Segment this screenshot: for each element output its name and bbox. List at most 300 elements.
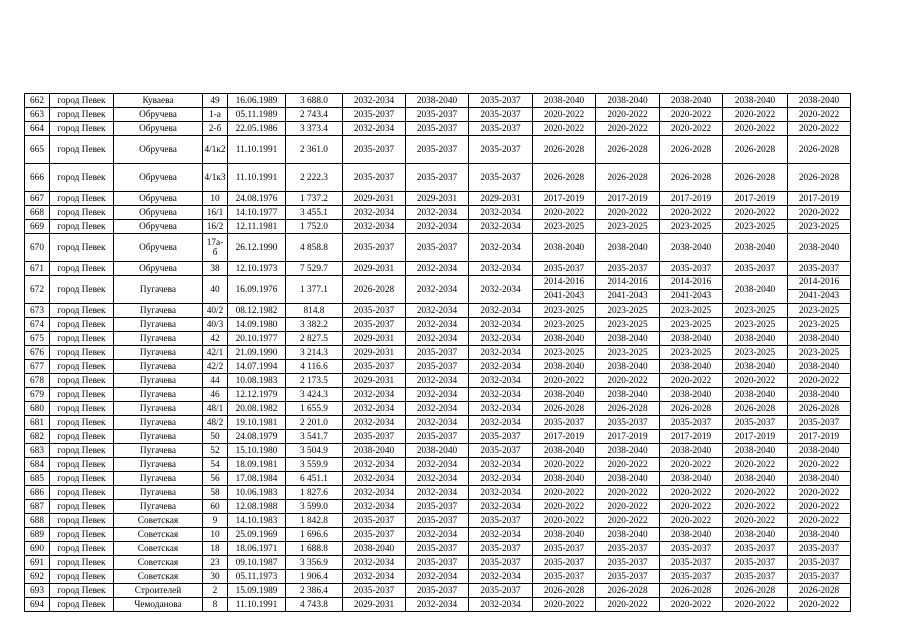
period-cell-1: 2029-2031 — [343, 346, 406, 360]
period-cell-1: 2035-2037 — [343, 136, 406, 164]
area-cell: 3 356.9 — [286, 556, 343, 570]
date-cell: 19.10.1981 — [228, 416, 286, 430]
table-row — [25, 94, 851, 108]
period-cell-4: 2026-2028 — [533, 402, 596, 416]
period-cell-5: 2020-2022 — [596, 598, 660, 612]
period-cell-2: 2035-2037 — [406, 122, 469, 136]
period-cell-8: 2026-2028 — [788, 584, 851, 598]
area-cell: 1 696.6 — [286, 528, 343, 542]
row-number-cell: 662 — [25, 94, 50, 108]
period-part: 2041-2043 — [670, 291, 712, 301]
table-row — [25, 528, 851, 542]
city-cell: город Певек — [50, 458, 114, 472]
house-number-cell: 44 — [203, 374, 228, 388]
period-cell-5: 2023-2025 — [596, 304, 660, 318]
period-cell-7: 2038-2040 — [723, 332, 788, 346]
period-cell-1: 2029-2031 — [343, 374, 406, 388]
house-number-cell: 8 — [203, 598, 228, 612]
period-cell-7: 2038-2040 — [723, 444, 788, 458]
period-cell-1: 2032-2034 — [343, 402, 406, 416]
period-cell-5: 2026-2028 — [596, 136, 660, 164]
period-cell-3: 2035-2037 — [469, 556, 533, 570]
house-number-cell: 10 — [203, 192, 228, 206]
table-row — [25, 416, 851, 430]
table-row — [25, 122, 851, 136]
table-row — [25, 542, 851, 556]
period-cell-2: 2038-2040 — [406, 444, 469, 458]
house-number-cell: 46 — [203, 388, 228, 402]
period-cell-6: 2026-2028 — [660, 164, 723, 192]
area-cell: 3 424.3 — [286, 388, 343, 402]
table-row — [25, 360, 851, 374]
street-cell: Советская — [114, 570, 203, 584]
period-cell-5: 2035-2037 — [596, 416, 660, 430]
row-number-cell: 689 — [25, 528, 50, 542]
date-cell: 18.09.1981 — [228, 458, 286, 472]
period-cell-1: 2035-2037 — [343, 318, 406, 332]
date-cell: 12.12.1979 — [228, 388, 286, 402]
date-cell: 25.09.1969 — [228, 528, 286, 542]
period-cell-2: 2032-2034 — [406, 332, 469, 346]
street-cell: Пугачева — [114, 346, 203, 360]
period-cell-8: 2038-2040 — [788, 332, 851, 346]
period-cell-7: 2017-2019 — [723, 192, 788, 206]
period-part: 2014-2016 — [533, 276, 595, 290]
area-cell: 814.8 — [286, 304, 343, 318]
area-cell: 1 737.2 — [286, 192, 343, 206]
house-number-cell: 38 — [203, 262, 228, 276]
period-cell-2: 2032-2034 — [406, 318, 469, 332]
street-cell: Пугачева — [114, 304, 203, 318]
period-cell-2: 2035-2037 — [406, 164, 469, 192]
period-cell-5: 2026-2028 — [596, 164, 660, 192]
row-number-cell: 685 — [25, 472, 50, 486]
period-cell-4: 2020-2022 — [533, 500, 596, 514]
period-cell-8: 2020-2022 — [788, 598, 851, 612]
period-cell-4: 2023-2025 — [533, 304, 596, 318]
period-part: 2041-2043 — [607, 291, 648, 301]
period-cell-2: 2032-2034 — [406, 416, 469, 430]
house-number-cell: 4/1к3 — [203, 164, 228, 192]
period-cell-4: 2035-2037 — [533, 556, 596, 570]
table-row — [25, 374, 851, 388]
area-cell: 3 504.9 — [286, 444, 343, 458]
table-row — [25, 192, 851, 206]
period-cell-7: 2038-2040 — [723, 276, 788, 304]
street-cell: Куваева — [114, 94, 203, 108]
city-cell: город Певек — [50, 444, 114, 458]
period-cell-5: 2035-2037 — [596, 570, 660, 584]
period-cell-4: 2020-2022 — [533, 122, 596, 136]
street-cell: Чемоданова — [114, 598, 203, 612]
period-cell-4: 2026-2028 — [533, 164, 596, 192]
period-cell-2: 2032-2034 — [406, 220, 469, 234]
table-row — [25, 598, 851, 612]
street-cell: Обручева — [114, 108, 203, 122]
period-cell-8: 2023-2025 — [788, 304, 851, 318]
period-cell-6: 2020-2022 — [660, 500, 723, 514]
city-cell: город Певек — [50, 206, 114, 220]
period-cell-4: 2020-2022 — [533, 374, 596, 388]
period-cell-4: 2038-2040 — [533, 332, 596, 346]
period-cell-8: 2035-2037 — [788, 556, 851, 570]
period-cell-5: 2020-2022 — [596, 514, 660, 528]
period-cell-4: 2020-2022 — [533, 486, 596, 500]
period-cell-1: 2035-2037 — [343, 234, 406, 262]
area-cell: 3 382.2 — [286, 318, 343, 332]
city-cell: город Певек — [50, 360, 114, 374]
period-cell-8: 2026-2028 — [788, 136, 851, 164]
period-cell-8: 2038-2040 — [788, 444, 851, 458]
house-number-cell: 4/1к2 — [203, 136, 228, 164]
period-cell-1: 2038-2040 — [343, 542, 406, 556]
period-cell-8: 2020-2022 — [788, 108, 851, 122]
period-cell-6: 2020-2022 — [660, 206, 723, 220]
period-cell-7: 2020-2022 — [723, 598, 788, 612]
date-cell: 21.09.1990 — [228, 346, 286, 360]
area-cell: 4 858.8 — [286, 234, 343, 262]
area-cell: 1 906.4 — [286, 570, 343, 584]
area-cell: 2 743.4 — [286, 108, 343, 122]
period-cell-1: 2032-2034 — [343, 94, 406, 108]
date-cell: 12.11.1981 — [228, 220, 286, 234]
period-cell-1: 2035-2037 — [343, 360, 406, 374]
period-cell-2: 2035-2037 — [406, 542, 469, 556]
period-cell-5: 2020-2022 — [596, 500, 660, 514]
date-cell: 05.11.1973 — [228, 570, 286, 584]
city-cell: город Певек — [50, 262, 114, 276]
area-cell: 3 599.0 — [286, 500, 343, 514]
house-number-cell: 16/2 — [203, 220, 228, 234]
period-cell-8: 2035-2037 — [788, 542, 851, 556]
period-cell-3: 2032-2034 — [469, 458, 533, 472]
period-cell-8 — [788, 276, 851, 304]
period-cell-2: 2032-2034 — [406, 458, 469, 472]
period-cell-6: 2038-2040 — [660, 234, 723, 262]
period-cell-8: 2020-2022 — [788, 458, 851, 472]
area-cell: 3 559.9 — [286, 458, 343, 472]
period-cell-8: 2023-2025 — [788, 220, 851, 234]
period-cell-3: 2035-2037 — [469, 122, 533, 136]
row-number-cell: 676 — [25, 346, 50, 360]
table-row — [25, 430, 851, 444]
period-cell-1: 2038-2040 — [343, 444, 406, 458]
period-cell-3: 2029-2031 — [469, 192, 533, 206]
row-number-cell: 677 — [25, 360, 50, 374]
period-cell-3: 2035-2037 — [469, 584, 533, 598]
row-number-cell: 680 — [25, 402, 50, 416]
period-part: 2041-2043 — [798, 291, 840, 301]
date-cell: 05.11.1989 — [228, 108, 286, 122]
row-number-cell: 668 — [25, 206, 50, 220]
date-cell: 22.05.1986 — [228, 122, 286, 136]
period-cell-7: 2026-2028 — [723, 584, 788, 598]
street-cell: Советская — [114, 542, 203, 556]
period-cell-3: 2032-2034 — [469, 276, 533, 304]
house-number-cell: 60 — [203, 500, 228, 514]
row-number-cell: 688 — [25, 514, 50, 528]
period-cell-7: 2035-2037 — [723, 542, 788, 556]
area-cell: 3 373.4 — [286, 122, 343, 136]
date-cell: 12.10.1973 — [228, 262, 286, 276]
row-number-cell: 684 — [25, 458, 50, 472]
period-cell-7: 2020-2022 — [723, 122, 788, 136]
date-cell: 10.08.1983 — [228, 374, 286, 388]
period-cell-1: 2029-2031 — [343, 262, 406, 276]
period-cell-6: 2020-2022 — [660, 598, 723, 612]
table-row — [25, 304, 851, 318]
period-cell-4: 2023-2025 — [533, 346, 596, 360]
row-number-cell: 666 — [25, 164, 50, 192]
table-row — [25, 164, 851, 192]
period-cell-8: 2035-2037 — [788, 416, 851, 430]
city-cell: город Певек — [50, 388, 114, 402]
period-cell-2: 2035-2037 — [406, 108, 469, 122]
city-cell: город Певек — [50, 514, 114, 528]
row-number-cell: 663 — [25, 108, 50, 122]
period-cell-6: 2020-2022 — [660, 374, 723, 388]
period-cell-8: 2038-2040 — [788, 388, 851, 402]
area-cell: 2 386.4 — [286, 584, 343, 598]
period-cell-6: 2038-2040 — [660, 94, 723, 108]
period-cell-3: 2032-2034 — [469, 528, 533, 542]
period-cell-4: 2038-2040 — [533, 234, 596, 262]
city-cell: город Певек — [50, 318, 114, 332]
period-cell-2: 2032-2034 — [406, 304, 469, 318]
city-cell: город Певек — [50, 486, 114, 500]
period-cell-5: 2020-2022 — [596, 486, 660, 500]
area-cell: 4 743.8 — [286, 598, 343, 612]
street-cell: Пугачева — [114, 388, 203, 402]
period-cell-4: 2038-2040 — [533, 444, 596, 458]
table-row — [25, 584, 851, 598]
period-cell-5: 2017-2019 — [596, 192, 660, 206]
period-part: 2014-2016 — [596, 276, 659, 290]
table-row — [25, 570, 851, 584]
table-row — [25, 472, 851, 486]
area-cell: 3 688.0 — [286, 94, 343, 108]
period-cell-4: 2035-2037 — [533, 542, 596, 556]
row-number-cell: 687 — [25, 500, 50, 514]
period-cell-2: 2035-2037 — [406, 584, 469, 598]
period-cell-4: 2020-2022 — [533, 598, 596, 612]
city-cell: город Певек — [50, 276, 114, 304]
table-row — [25, 206, 851, 220]
period-cell-6: 2020-2022 — [660, 486, 723, 500]
row-number-cell: 672 — [25, 276, 50, 304]
area-cell: 1 827.6 — [286, 486, 343, 500]
row-number-cell: 678 — [25, 374, 50, 388]
period-cell-1: 2035-2037 — [343, 164, 406, 192]
period-cell-1: 2035-2037 — [343, 108, 406, 122]
row-number-cell: 690 — [25, 542, 50, 556]
period-cell-2: 2032-2034 — [406, 528, 469, 542]
house-number-cell: 9 — [203, 514, 228, 528]
street-cell: Пугачева — [114, 318, 203, 332]
period-cell-6: 2023-2025 — [660, 318, 723, 332]
period-cell-3: 2035-2037 — [469, 430, 533, 444]
period-cell-4: 2038-2040 — [533, 472, 596, 486]
area-cell: 1 688.8 — [286, 542, 343, 556]
house-number-cell: 1-а — [203, 108, 228, 122]
house-number-cell: 40/3 — [203, 318, 228, 332]
period-cell-8: 2038-2040 — [788, 528, 851, 542]
area-cell: 6 451.1 — [286, 472, 343, 486]
table-row — [25, 108, 851, 122]
street-cell: Советская — [114, 514, 203, 528]
period-cell-7: 2020-2022 — [723, 500, 788, 514]
period-cell-8: 2017-2019 — [788, 430, 851, 444]
period-cell-1: 2032-2034 — [343, 472, 406, 486]
period-cell-7: 2026-2028 — [723, 164, 788, 192]
period-cell-1: 2032-2034 — [343, 500, 406, 514]
period-cell-6: 2035-2037 — [660, 570, 723, 584]
area-cell: 2 201.0 — [286, 416, 343, 430]
house-number-cell: 16/1 — [203, 206, 228, 220]
city-cell: город Певек — [50, 570, 114, 584]
period-cell-3: 2032-2034 — [469, 388, 533, 402]
period-cell-7: 2038-2040 — [723, 234, 788, 262]
period-cell-2: 2035-2037 — [406, 360, 469, 374]
city-cell: город Певек — [50, 472, 114, 486]
period-cell-4: 2020-2022 — [533, 206, 596, 220]
period-cell-5: 2020-2022 — [596, 122, 660, 136]
street-cell: Пугачева — [114, 500, 203, 514]
period-cell-2: 2032-2034 — [406, 276, 469, 304]
row-number-cell: 670 — [25, 234, 50, 262]
period-cell-8: 2038-2040 — [788, 94, 851, 108]
period-cell-6: 2038-2040 — [660, 360, 723, 374]
period-cell-8: 2017-2019 — [788, 192, 851, 206]
period-cell-6: 2035-2037 — [660, 262, 723, 276]
date-cell: 18.06.1971 — [228, 542, 286, 556]
period-cell-1: 2032-2034 — [343, 556, 406, 570]
period-cell-5: 2023-2025 — [596, 318, 660, 332]
date-cell: 11.10.1991 — [228, 136, 286, 164]
period-cell-5: 2020-2022 — [596, 206, 660, 220]
period-cell-3: 2032-2034 — [469, 598, 533, 612]
street-cell: Строителей — [114, 584, 203, 598]
period-cell-3: 2035-2037 — [469, 108, 533, 122]
period-cell-3: 2035-2037 — [469, 444, 533, 458]
table-row — [25, 136, 851, 164]
period-cell-7: 2023-2025 — [723, 346, 788, 360]
period-cell-6: 2035-2037 — [660, 416, 723, 430]
period-cell-1: 2032-2034 — [343, 458, 406, 472]
period-cell-8: 2038-2040 — [788, 472, 851, 486]
date-cell: 17.08.1984 — [228, 472, 286, 486]
period-cell-3: 2032-2034 — [469, 318, 533, 332]
period-cell-1: 2035-2037 — [343, 430, 406, 444]
house-number-cell: 54 — [203, 458, 228, 472]
period-cell-3: 2032-2034 — [469, 332, 533, 346]
period-cell-3: 2035-2037 — [469, 94, 533, 108]
period-cell-7: 2017-2019 — [723, 430, 788, 444]
city-cell: город Певек — [50, 402, 114, 416]
period-cell-8: 2020-2022 — [788, 374, 851, 388]
period-cell-4: 2035-2037 — [533, 416, 596, 430]
period-cell-7: 2020-2022 — [723, 514, 788, 528]
period-cell-4: 2038-2040 — [533, 528, 596, 542]
period-cell-5: 2035-2037 — [596, 542, 660, 556]
period-cell-1: 2032-2034 — [343, 416, 406, 430]
period-cell-7: 2020-2022 — [723, 374, 788, 388]
period-cell-1: 2035-2037 — [343, 304, 406, 318]
period-cell-7: 2038-2040 — [723, 388, 788, 402]
period-cell-7: 2038-2040 — [723, 472, 788, 486]
row-number-cell: 693 — [25, 584, 50, 598]
table-row — [25, 514, 851, 528]
city-cell: город Певек — [50, 192, 114, 206]
period-cell-1: 2026-2028 — [343, 276, 406, 304]
period-cell-8: 2035-2037 — [788, 262, 851, 276]
period-cell-5: 2035-2037 — [596, 556, 660, 570]
period-cell-8: 2026-2028 — [788, 164, 851, 192]
period-cell-5: 2023-2025 — [596, 220, 660, 234]
period-cell-6: 2020-2022 — [660, 514, 723, 528]
period-cell-5: 2017-2019 — [596, 430, 660, 444]
period-cell-6: 2038-2040 — [660, 332, 723, 346]
period-cell-7: 2026-2028 — [723, 402, 788, 416]
house-number-cell: 2-б — [203, 122, 228, 136]
period-cell-2: 2035-2037 — [406, 234, 469, 262]
city-cell: город Певек — [50, 416, 114, 430]
period-cell-4: 2038-2040 — [533, 94, 596, 108]
period-cell-4: 2038-2040 — [533, 388, 596, 402]
period-cell-8: 2020-2022 — [788, 122, 851, 136]
city-cell: город Певек — [50, 430, 114, 444]
date-cell: 08.12.1982 — [228, 304, 286, 318]
period-part: 2014-2016 — [660, 276, 722, 290]
house-number-cell: 48/2 — [203, 416, 228, 430]
period-cell-3: 2032-2034 — [469, 570, 533, 584]
area-cell: 2 361.0 — [286, 136, 343, 164]
period-cell-7: 2020-2022 — [723, 206, 788, 220]
period-cell-5: 2038-2040 — [596, 360, 660, 374]
area-cell: 1 655.9 — [286, 402, 343, 416]
table-row — [25, 332, 851, 346]
period-cell-7: 2035-2037 — [723, 262, 788, 276]
period-cell-4 — [533, 276, 596, 304]
period-cell-6: 2038-2040 — [660, 472, 723, 486]
period-cell-6: 2023-2025 — [660, 346, 723, 360]
period-cell-3: 2032-2034 — [469, 472, 533, 486]
period-cell-6: 2038-2040 — [660, 388, 723, 402]
period-cell-6: 2017-2019 — [660, 192, 723, 206]
row-number-cell: 691 — [25, 556, 50, 570]
period-cell-7: 2038-2040 — [723, 94, 788, 108]
street-cell: Обручева — [114, 136, 203, 164]
period-cell-1: 2032-2034 — [343, 122, 406, 136]
house-number-cell: 18 — [203, 542, 228, 556]
period-cell-1: 2032-2034 — [343, 388, 406, 402]
row-number-cell: 692 — [25, 570, 50, 584]
city-cell: город Певек — [50, 108, 114, 122]
period-cell-5: 2026-2028 — [596, 584, 660, 598]
table-row — [25, 220, 851, 234]
row-number-cell: 683 — [25, 444, 50, 458]
period-cell-2: 2032-2034 — [406, 486, 469, 500]
date-cell: 14.07.1994 — [228, 360, 286, 374]
period-cell-2: 2032-2034 — [406, 262, 469, 276]
period-cell-5: 2026-2028 — [596, 402, 660, 416]
table-row — [25, 276, 851, 304]
date-cell: 10.06.1983 — [228, 486, 286, 500]
period-cell-7: 2020-2022 — [723, 108, 788, 122]
city-cell: город Певек — [50, 304, 114, 318]
house-number-cell: 40 — [203, 276, 228, 304]
period-cell-6: 2023-2025 — [660, 304, 723, 318]
